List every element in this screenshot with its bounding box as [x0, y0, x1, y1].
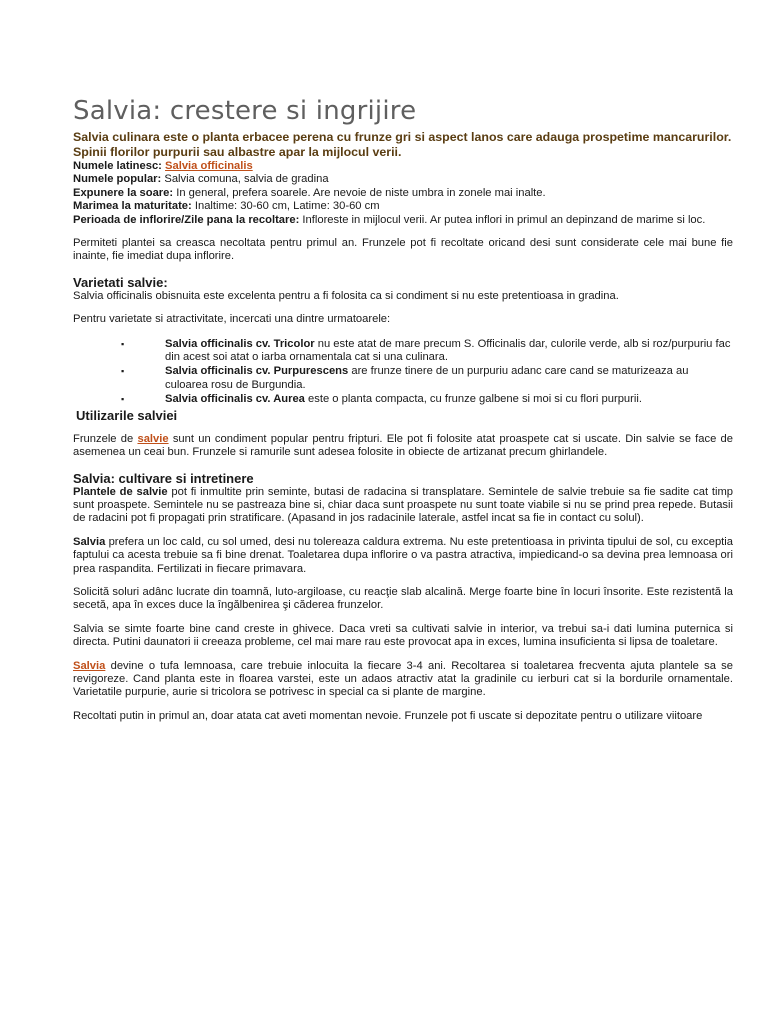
popular-name-row: [73, 173, 733, 186]
mature-size-label: Marimea la maturitate:: [73, 200, 192, 213]
varieties-text-1: Salvia officinalis obisnuita este excelenta pentru a fi folosita ca si condiment si nu este pretentioasa in gradina.: [73, 289, 619, 302]
uses-pre: Frunzele de: [73, 432, 138, 445]
care-paragraph-2: [73, 536, 733, 576]
varieties-list: [73, 338, 733, 407]
care-p5-text: devine o tufa lemnoasa, care trebuie inlocuita la fiecare 3-4 ani. Recoltarea si toaletarea frecventa ajuta plantele sa se revigoreze. Cand planta este in floarea varstei, este un adaos atractiv atat la gradinile cu ierburi cat si la bordurile ornamentale. Varietatile purpurie, aurie si tricolora se potrivesc in special ca si plante de margine.: [73, 659, 733, 699]
bullet-icon: ▪: [121, 394, 125, 405]
variety-name: Salvia officinalis cv. Aurea: [165, 393, 305, 406]
bloom-period-row: [73, 214, 733, 227]
bullet-icon: ▪: [121, 366, 125, 377]
care-p2-bold: Salvia: [73, 535, 106, 548]
care-paragraph-1: [73, 486, 733, 526]
latin-name-label: Numele latinesc:: [73, 160, 162, 172]
mature-size-row: [73, 200, 733, 213]
variety-desc: este o planta compacta, cu frunze galbene si moi si cu flori purpurii.: [304, 393, 642, 406]
variety-desc: are frunze tinere de un purpuriu adanc care cand se maturizeaza au culoarea rosu de Burgundia.: [165, 365, 689, 391]
sun-exposure-value: In general, prefera soarele. Are nevoie de niste umbra in zonele mai inalte.: [173, 186, 546, 199]
varieties-heading: Varietati salvie:: [73, 274, 168, 290]
care-heading: Salvia: cultivare si intretinere: [73, 470, 254, 486]
varieties-text-2: Pentru varietate si atractivitate, incercati una dintre urmatoarele:: [73, 313, 391, 326]
page-title: Salvia: crestere si ingrijire: [73, 96, 417, 126]
document-page: [73, 96, 733, 723]
latin-name-link[interactable]: Salvia officinalis: [165, 160, 253, 172]
care-p1-text: pot fi inmultite prin seminte, butasi de radacina si transplatare. Semintele de salvie trebuie sa fie sadite cat timp sunt proaspete. Semintele nu se pastreaza bine si, chiar daca sunt proaspete nu sunt toate viabile si nu se prind prea repede. Butasii de radacini pot fi propagati prin stratificare. (Apasand in jos radacinile laterale, astfel incat sa fie in contact cu solul).: [73, 485, 733, 525]
variety-name: Salvia officinalis cv. Purpurescens: [165, 365, 349, 378]
care-p1-bold: Plantele de salvie: [73, 485, 168, 498]
care-paragraph-5: [73, 660, 733, 700]
uses-post: sunt un condiment popular pentru fripturi. Ele pot fi folosite atat proaspete cat si uscate. Din salvie se face de asemenea un ceai bun. Frunzele si ramurile sunt adesea folosite in obiecte de artizanat precum ghirlandele.: [73, 432, 734, 459]
sun-exposure-row: [73, 187, 733, 200]
care-paragraph-4: Salvia se simte foarte bine cand creste in ghivece. Daca vreti sa cultivati salvie in interior, va trebui sa-i dati lumina puternica si directa. Putini daunatori ii creeaza probleme, cel mai mare rau este provocat apa in exces, lumina insuficienta si lipsa de toaletare.: [73, 622, 733, 649]
variety-desc: nu este atat de mare precum S. Officinalis dar, culorile verde, alb si roz/purpuriu fac din acest soi atat o iarba ornamentala cat si una culinara.: [165, 337, 731, 364]
sun-exposure-label: Expunere la soare:: [73, 186, 174, 199]
uses-paragraph: [73, 433, 733, 460]
latin-name-row: [73, 160, 733, 173]
list-item: [121, 365, 733, 392]
bloom-period-label: Perioada de inflorire/Zile pana la recoltare:: [73, 213, 300, 226]
variety-name: Salvia officinalis cv. Tricolor: [165, 337, 315, 350]
care-paragraph-6: Recoltati putin in primul an, doar atata cat aveti momentan nevoie. Frunzele pot fi uscate si depozitate pentru o utilizare viitoare: [73, 709, 703, 722]
care-p2-text: prefera un loc cald, cu sol umed, desi nu tolereaza caldura extrema. Nu este pretentioasa in privinta tipului de sol, cu exceptia faptului ca acesta trebuie sa fi bine drenat. Toaletarea dupa inflorire o va pastra atractiva, impiedicand-o sa devina prea lemnoasa ori prea raspandita. Fertilizati in fiecare primavara.: [73, 535, 733, 575]
salvie-link[interactable]: salvie: [137, 432, 169, 445]
bullet-icon: ▪: [121, 338, 125, 349]
popular-name-value: Salvia comuna, salvia de gradina: [161, 173, 329, 186]
intro-paragraph: Salvia culinara este o planta erbacee perena cu frunze gri si aspect lanos care adauga prospetime mancarurilor. Spinii florilor purpurii sau albastre apar la mijlocul verii.: [73, 130, 732, 159]
popular-name-label: Numele popular:: [73, 173, 162, 186]
growth-paragraph: Permiteti plantei sa creasca necoltata pentru primul an. Frunzele pot fi recoltate oricand desi sunt considerate cele mai bune fie inainte, fie imediat dupa inflorire.: [73, 237, 733, 263]
care-paragraph-3: Solicită soluri adânc lucrate din toamnă, luto-argiloase, cu reacţie slab alcalină. Merge foarte bine în locuri însorite. Este rezistentă la secetă, apa în exces duce la îngălbenirea şi căderea frunzelor.: [73, 585, 733, 612]
mature-size-value: Inaltime: 30-60 cm, Latime: 30-60 cm: [191, 200, 380, 213]
list-item: [121, 338, 733, 365]
bloom-period-value: Infloreste in mijlocul verii. Ar putea inflori in primul an depinzand de marime si loc.: [299, 213, 706, 226]
salvia-link[interactable]: Salvia: [73, 659, 106, 672]
list-item: [121, 393, 733, 406]
uses-heading: Utilizarile salviei: [76, 407, 178, 423]
